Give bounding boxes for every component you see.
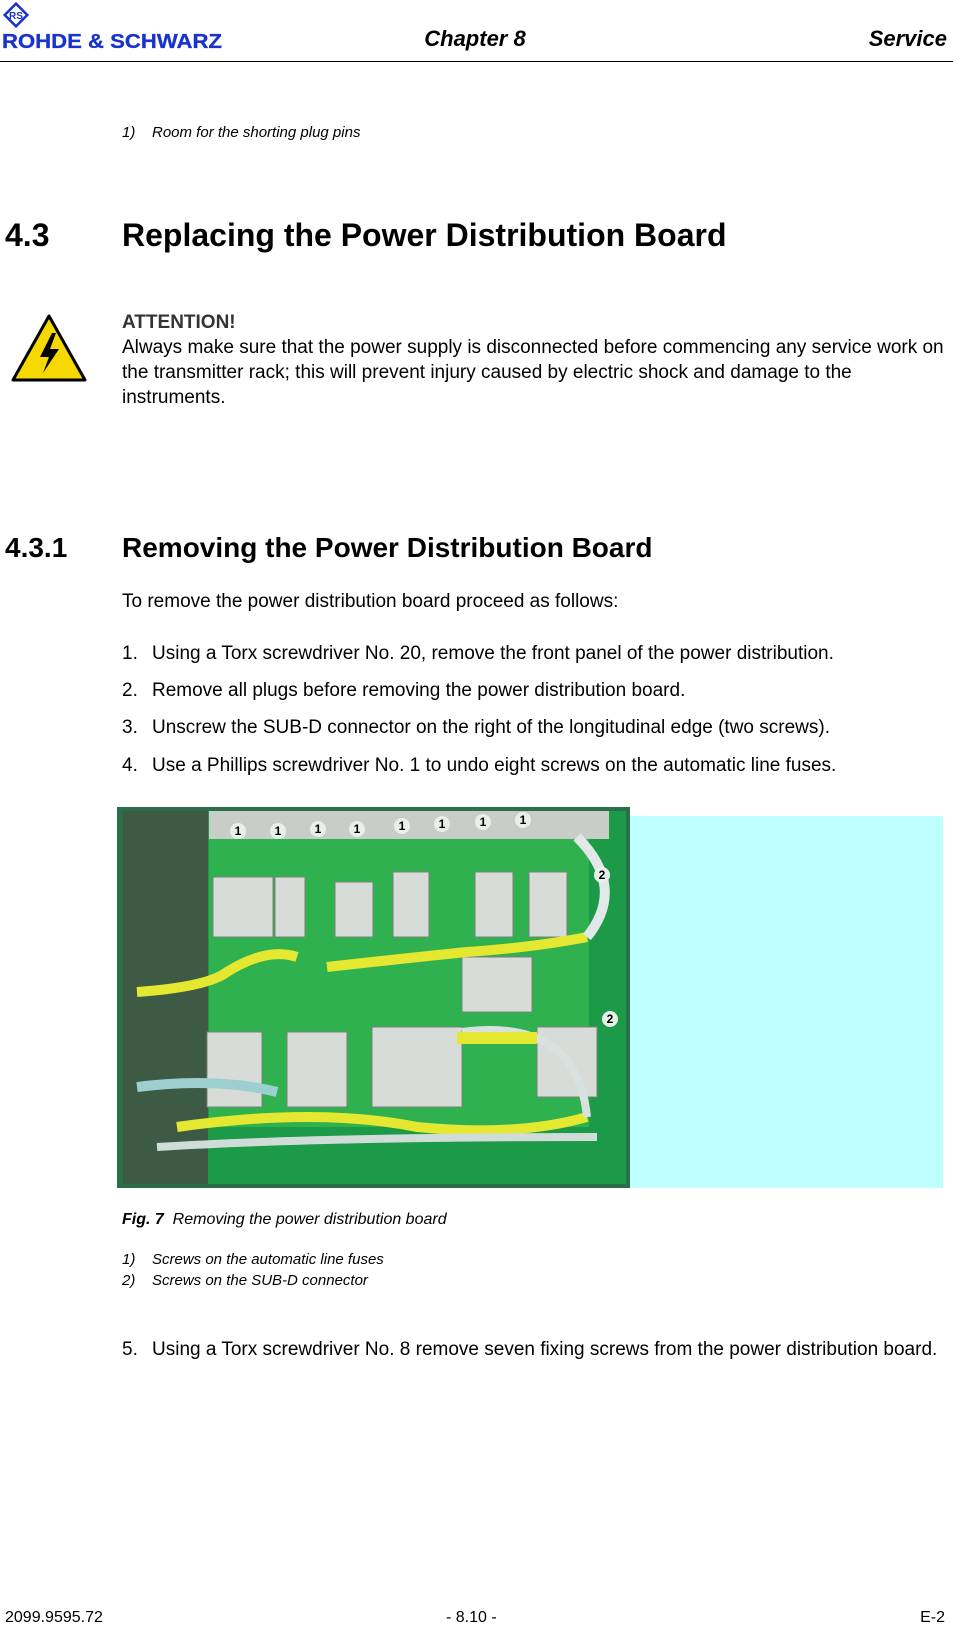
step-number: 2. [122,680,138,701]
brand-text: ROHDE & SCHWARZ [2,31,222,52]
step-text: Remove all plugs before removing the power distribution board. [152,680,686,701]
section-label: Service [868,26,947,51]
figure-note-text: Screws on the automatic line fuses [152,1251,384,1268]
top-footnote [122,124,722,144]
subsection-title: Removing the Power Distribution Board [122,532,653,563]
step-number: 1. [122,643,138,664]
step-text: Unscrew the SUB-D connector on the right of the longitudinal edge (two screws). [152,717,830,738]
rohde-schwarz-logo [0,2,225,52]
edition-label: E-2 [920,1609,945,1626]
figure-notes [122,1251,722,1295]
step-number: 5. [122,1339,138,1360]
marker-1: 1 [479,815,487,829]
document-number: 2099.9595.72 [5,1609,103,1626]
figure-note-text: Screws on the SUB-D connector [152,1272,368,1289]
figure-note-number: 1) [122,1251,136,1268]
step-text: Use a Phillips screwdriver No. 1 to undo eight screws on the automatic line fuses. [152,755,837,776]
marker-1: 1 [353,822,361,836]
intro-paragraph: To remove the power distribution board proceed as follows: [122,591,619,612]
figure-caption-text: Removing the power distribution board [172,1211,447,1228]
figure-note-number: 2) [122,1272,136,1289]
marker-1: 1 [234,824,242,838]
figure-note-item [122,1272,722,1293]
figure-photo [117,807,943,1188]
marker-1: 1 [519,813,527,827]
figure-label: Fig. 7 [122,1211,164,1228]
subsection-number: 4.3.1 [5,532,68,563]
marker-1: 1 [438,817,446,831]
marker-1: 1 [274,824,282,838]
marker-1: 1 [314,822,322,836]
footnote-number: 1) [122,124,136,141]
figure-caption [122,1211,447,1229]
marker-2: 2 [598,868,606,882]
footnote-text: Room for the shorting plug pins [152,124,361,141]
marker-2: 2 [606,1012,614,1026]
attention-title: ATTENTION! [122,312,236,333]
svg-text:RS: RS [9,11,23,22]
step-text: Using a Torx screwdriver No. 8 remove seven fixing screws from the power distribution board. [152,1339,938,1360]
section-number: 4.3 [5,217,50,253]
attention-text: Always make sure that the power supply is disconnected before commencing any service work on the transmitter rack; this will prevent injury caused by electric shock and damage to the instruments. [122,337,944,408]
chapter-label: Chapter 8 [424,26,526,51]
marker-1: 1 [398,819,406,833]
step-number: 3. [122,717,138,738]
header-rule [0,61,953,62]
step-number: 4. [122,755,138,776]
high-voltage-warning-icon [10,313,88,383]
section-title: Replacing the Power Distribution Board [122,217,727,253]
board-photo [117,807,630,1188]
figure-note-item [122,1251,722,1272]
page-number: - 8.10 - [446,1609,497,1626]
step-text: Using a Torx screwdriver No. 20, remove the front panel of the power distribution. [152,643,834,664]
